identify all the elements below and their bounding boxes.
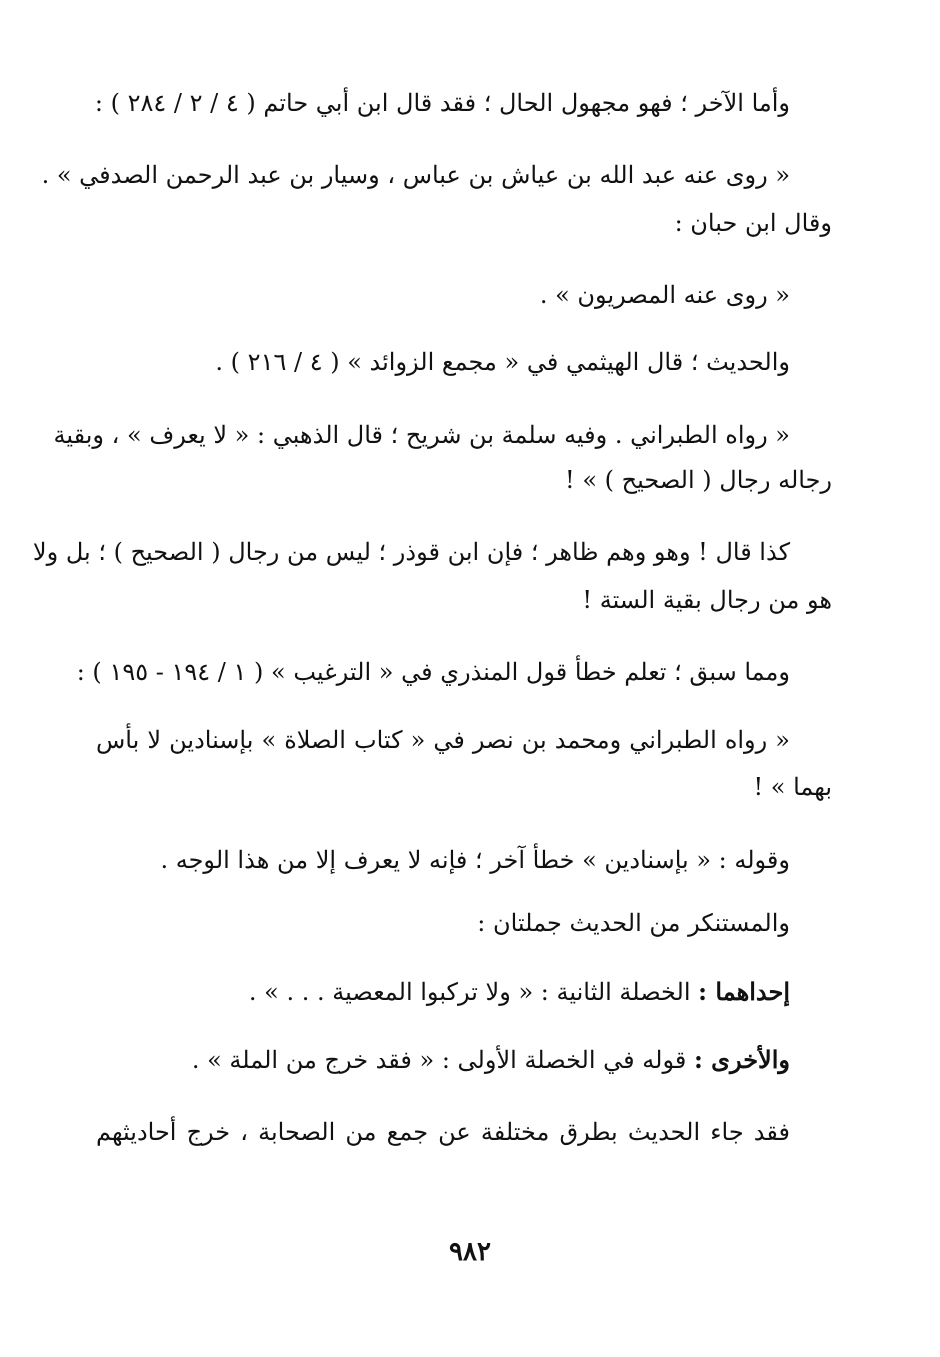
quote-line: بهما » ! bbox=[753, 773, 832, 801]
quote-line: « روى عنه عبد الله بن عياش بن عباس ، وسيار بن عبد الرحمن الصدفي » . bbox=[41, 161, 790, 189]
text-line: فقد جاء الحديث بطرق مختلفة عن جمع من الصحابة ، خرج أحاديثهم bbox=[96, 1118, 790, 1146]
text-line: كذا قال ! وهو وهم ظاهر ؛ فإن ابن قوذر ؛ ليس من رجال ( الصحيح ) ؛ بل ولا bbox=[32, 538, 790, 566]
text-line bbox=[96, 977, 790, 1007]
quote-line: « روى عنه المصريون » . bbox=[539, 281, 790, 309]
item-label: والأخرى : bbox=[693, 1045, 790, 1074]
item-text: قوله في الخصلة الأولى : « فقد خرج من الملة » . bbox=[191, 1046, 687, 1074]
text-line: والحديث ؛ قال الهيثمي في « مجمع الزوائد » ( ٤ / ٢١٦ ) . bbox=[215, 348, 790, 376]
quote-line: رجاله رجال ( الصحيح ) » ! bbox=[565, 466, 832, 494]
text-line: هو من رجال بقية الستة ! bbox=[582, 586, 832, 614]
text-line: ومما سبق ؛ تعلم خطأ قول المنذري في « الترغيب » ( ١ / ١٩٤ - ١٩٥ ) : bbox=[76, 658, 790, 686]
quote-line: « رواه الطبراني ومحمد بن نصر في « كتاب الصلاة » بإسنادين لا بأس bbox=[96, 726, 790, 754]
text-line: والمستنكر من الحديث جملتان : bbox=[477, 909, 790, 937]
text-line: وقوله : « بإسنادين » خطأ آخر ؛ فإنه لا يعرف إلا من هذا الوجه . bbox=[160, 846, 790, 874]
quote-line: « رواه الطبراني . وفيه سلمة بن شريح ؛ قال الذهبي : « لا يعرف » ، وبقية bbox=[53, 421, 790, 449]
page-number: ٩٨٢ bbox=[449, 1237, 491, 1267]
item-text: الخصلة الثانية : « ولا تركبوا المعصية . . . » . bbox=[248, 978, 691, 1006]
item-label: إحداهما : bbox=[698, 977, 790, 1006]
text-line: وأما الآخر ؛ فهو مجهول الحال ؛ فقد قال ابن أبي حاتم ( ٤ / ٢ / ٢٨٤ ) : bbox=[94, 89, 790, 117]
text-line bbox=[96, 1045, 790, 1075]
text-line: وقال ابن حبان : bbox=[674, 209, 832, 237]
